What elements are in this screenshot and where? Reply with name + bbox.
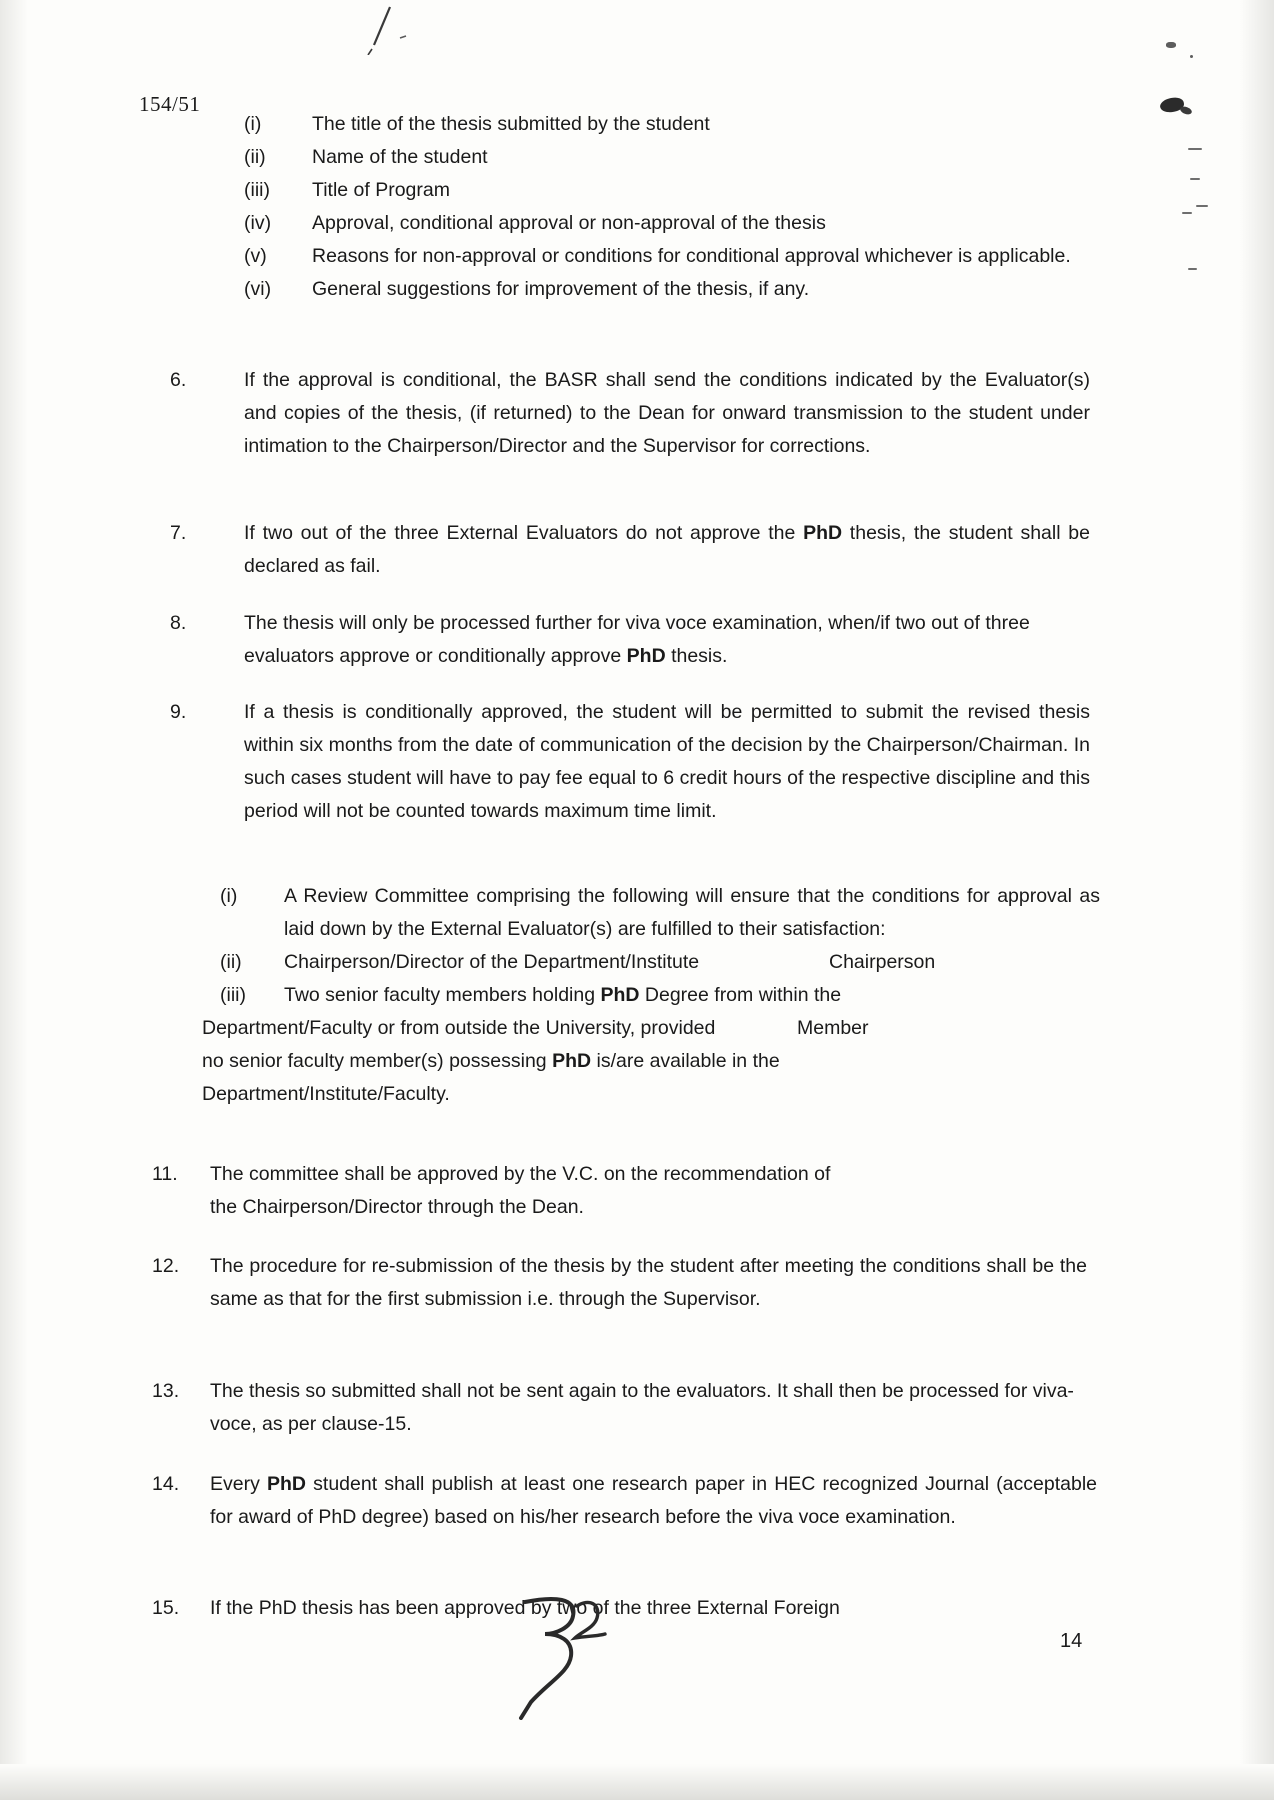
list-item — [244, 240, 1089, 273]
list-marker: (iii) — [244, 179, 270, 201]
clause-number: 8. — [170, 612, 187, 634]
sub-item-role: Member — [797, 1017, 869, 1039]
clause-number: 15. — [152, 1597, 180, 1619]
list-text — [284, 946, 1100, 979]
sub-list-item-ii — [220, 946, 1100, 979]
clause-12 — [152, 1250, 1087, 1316]
clause-text: The thesis will only be processed further for viva voce examination, when/if two out of three evaluators approve or conditionally approve PhD thesis. — [244, 612, 1030, 667]
list-marker: (v) — [244, 245, 267, 267]
list-marker: (vi) — [244, 278, 272, 300]
list-text — [284, 979, 1100, 1012]
scan-dash — [1188, 268, 1197, 270]
clause-text: Every PhD student shall publish at least one research paper in HEC recognized Journal (acceptable for award of PhD degree) based on his/her research before the viva voce examination. — [210, 1473, 1097, 1528]
clause-number: 12. — [152, 1255, 180, 1277]
clause-13 — [152, 1375, 1087, 1441]
clause-text: If the PhD thesis has been approved by two of the three External Foreign — [210, 1597, 840, 1619]
sub-item-role: Chairperson — [829, 951, 936, 973]
list-marker: (iv) — [244, 212, 272, 234]
clause-14 — [152, 1468, 1097, 1534]
clause-number: 13. — [152, 1380, 180, 1402]
clause-8 — [170, 607, 1090, 673]
list-marker: (ii) — [244, 146, 266, 168]
sub-item-iii-line3: no senior faculty member(s) possessing PhD is/are available in the — [202, 1050, 780, 1072]
list-item — [244, 108, 1089, 141]
clause-number: 6. — [170, 369, 187, 391]
clause-text: The thesis so submitted shall not be sent again to the evaluators. It shall then be processed for viva-voce, as per clause-15. — [210, 1380, 1074, 1435]
page-number: 14 — [1060, 1630, 1083, 1652]
clause-number: 9. — [170, 701, 187, 723]
sub-list-item-iii — [220, 979, 1100, 1012]
clause-number: 14. — [152, 1473, 180, 1495]
sub-item-label: Chairperson/Director of the Department/Institute — [284, 951, 700, 973]
sub-item-iii-continued — [202, 1012, 1100, 1045]
list-item — [244, 141, 1089, 174]
sub-item-line2: Department/Faculty or from outside the University, provided — [202, 1017, 716, 1039]
sub-item-line1-b: Degree from within the — [639, 984, 842, 1006]
sub-item-iii-line4: Department/Institute/Faculty. — [202, 1083, 450, 1105]
list-text: The title of the thesis submitted by the student — [312, 113, 710, 135]
scan-dash — [1190, 178, 1200, 180]
clause-text: If two out of the three External Evaluators do not approve the PhD thesis, the student shall be declared as fail. — [244, 522, 1090, 577]
review-committee-sublist — [202, 880, 1100, 1111]
list-marker: (i) — [220, 885, 238, 907]
clause-9 — [170, 696, 1090, 828]
list-text: Approval, conditional approval or non-approval of the thesis — [312, 212, 826, 234]
ink-blot-mark — [1160, 95, 1194, 117]
clause-line-2: the Chairperson/Director through the Dean. — [210, 1196, 584, 1218]
list-text: Title of Program — [312, 179, 450, 201]
clause-number: 11. — [152, 1163, 178, 1185]
clause-7 — [170, 517, 1090, 583]
clause-number: 7. — [170, 522, 187, 544]
clause-text: If a thesis is conditionally approved, the student will be permitted to submit the revised thesis within six months from the date of communication of the decision by the Chairperson/Chairman. In such cases student will have to pay fee equal to 6 credit hours of the respective discipline and this period will not be counted towards maximum time limit. — [244, 701, 1090, 822]
list-item — [244, 273, 1089, 306]
sub-item-line1-bold: PhD — [600, 984, 640, 1006]
handwritten-signature — [515, 1590, 635, 1720]
clause-text: If the approval is conditional, the BASR shall send the conditions indicated by the Evaluator(s) and copies of the thesis, (if returned) to the Dean for onward transmission to the student under intimation to the Chairperson/Director and the Supervisor for corrections. — [244, 369, 1090, 457]
clause-line-1: The committee shall be approved by the V.C. on the recommendation of — [210, 1163, 831, 1185]
clause-text — [210, 1158, 1082, 1224]
clause-text: The procedure for re-submission of the thesis by the student after meeting the conditions shall be the same as that for the first submission i.e. through the Supervisor. — [210, 1255, 1087, 1310]
scan-speck — [1190, 55, 1193, 58]
scan-dash — [1188, 148, 1202, 150]
list-text: Reasons for non-approval or conditions for conditional approval whichever is applicable. — [312, 245, 1071, 267]
list-text: A Review Committee comprising the following will ensure that the conditions for approval as laid down by the External Evaluator(s) are fulfilled to their satisfaction: — [284, 885, 1100, 940]
list-item — [244, 207, 1089, 240]
list-marker: (iii) — [220, 984, 246, 1006]
scan-dash — [1196, 205, 1208, 207]
scan-speck — [1166, 42, 1176, 48]
list-text: General suggestions for improvement of the thesis, if any. — [312, 278, 810, 300]
list-text: Name of the student — [312, 146, 488, 168]
pen-stroke-mark — [360, 5, 420, 55]
roman-numeral-list — [244, 108, 1089, 306]
list-marker: (ii) — [220, 951, 242, 973]
scan-dash — [1182, 212, 1192, 214]
sub-item-line1-a: Two senior faculty members holding — [284, 984, 601, 1006]
list-item — [244, 174, 1089, 207]
list-marker: (i) — [244, 113, 262, 135]
stamp-number: 154/51 — [139, 92, 201, 116]
clause-11 — [152, 1158, 1082, 1224]
sub-list-item-i — [220, 880, 1100, 946]
clause-6 — [170, 364, 1090, 463]
